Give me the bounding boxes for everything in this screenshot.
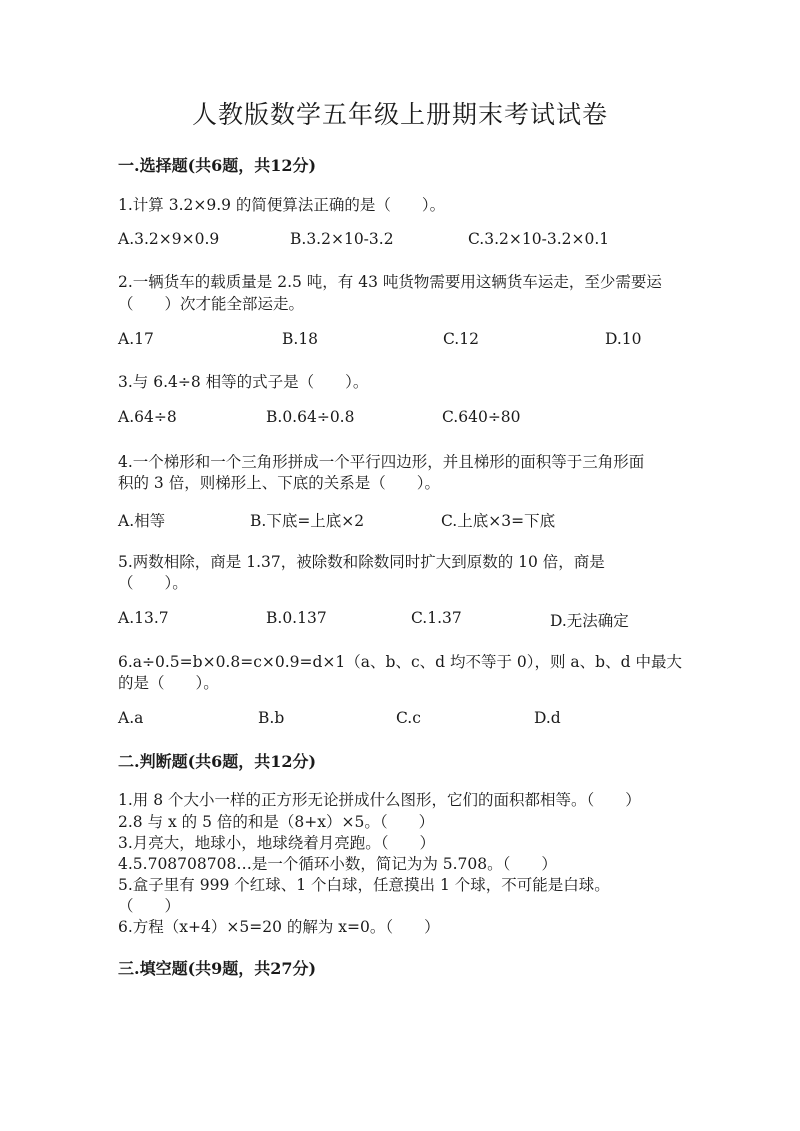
- q6-option-a: A.a: [118, 709, 144, 727]
- section-heading-choice: 一.选择题(共6题，共12分): [118, 156, 317, 175]
- question-5-text-line1: 5.两数相除，商是 1.37，被除数和除数同时扩大到原数的 10 倍，商是: [118, 553, 605, 571]
- q2-option-c: C.12: [443, 330, 479, 348]
- judgement-item-1: 1.用 8 个大小一样的正方形无论拼成什么图形，它们的面积都相等。（ ）: [118, 791, 641, 809]
- question-5-text-line2: （ ）。: [118, 574, 188, 592]
- section-heading-fill-in: 三.填空题(共9题，共27分): [118, 959, 317, 978]
- exam-title: 人教版数学五年级上册期末考试试卷: [191, 100, 608, 129]
- judgement-item-5-continued: （ ）: [118, 897, 181, 915]
- judgement-item-3: 3.月亮大，地球小，地球绕着月亮跑。（ ）: [118, 834, 436, 852]
- q4-option-a: A.相等: [118, 512, 166, 530]
- question-6-text-line2: 的是（ ）。: [118, 674, 219, 692]
- judgement-item-2: 2.8 与 x 的 5 倍的和是（8+x）×5。（ ）: [118, 813, 435, 831]
- q4-option-c: C.上底×3=下底: [441, 512, 556, 530]
- question-1-text: 1.计算 3.2×9.9 的简便算法正确的是（ ）。: [118, 196, 446, 214]
- q6-option-b: B.b: [258, 709, 285, 727]
- q6-option-c: C.c: [396, 709, 421, 727]
- question-4-text-line2: 积的 3 倍，则梯形上、下底的关系是（ ）。: [118, 474, 440, 492]
- q4-option-b: B.下底=上底×2: [250, 512, 365, 530]
- judgement-item-4: 4.5.708708708…是一个循环小数，简记为为 5.708。（ ）: [118, 855, 557, 873]
- question-2-text-line1: 2.一辆货车的载质量是 2.5 吨，有 43 吨货物需要用这辆货车运走，至少需要运: [118, 273, 662, 291]
- question-2-text-line2: （ ）次才能全部运走。: [118, 295, 305, 313]
- q5-option-c: C.1.37: [411, 609, 462, 627]
- q6-option-d: D.d: [534, 709, 561, 727]
- judgement-item-5: 5.盒子里有 999 个红球、1 个白球，任意摸出 1 个球，不可能是白球。: [118, 876, 610, 894]
- q1-option-b: B.3.2×10-3.2: [290, 230, 394, 248]
- q1-option-c: C.3.2×10-3.2×0.1: [468, 230, 610, 248]
- question-6-text-line1: 6.a÷0.5=b×0.8=c×0.9=d×1（a、b、c、d 均不等于 0），则 a、b、d 中最大: [118, 653, 682, 671]
- q2-option-b: B.18: [282, 330, 319, 348]
- q5-option-b: B.0.137: [266, 609, 327, 627]
- q2-option-d: D.10: [605, 330, 642, 348]
- q5-option-d: D.无法确定: [550, 612, 629, 630]
- q2-option-a: A.17: [118, 330, 154, 348]
- judgement-item-6: 6.方程（x+4）×5=20 的解为 x=0。（ ）: [118, 918, 440, 936]
- question-4-text-line1: 4.一个梯形和一个三角形拼成一个平行四边形，并且梯形的面积等于三角形面: [118, 453, 645, 471]
- q1-option-a: A.3.2×9×0.9: [118, 230, 220, 248]
- section-heading-judgement: 二.判断题(共6题，共12分): [118, 752, 317, 771]
- q3-option-a: A.64÷8: [118, 408, 177, 426]
- q3-option-b: B.0.64÷0.8: [266, 408, 355, 426]
- q3-option-c: C.640÷80: [442, 408, 521, 426]
- question-3-text: 3.与 6.4÷8 相等的式子是（ ）。: [118, 373, 369, 391]
- q5-option-a: A.13.7: [118, 609, 169, 627]
